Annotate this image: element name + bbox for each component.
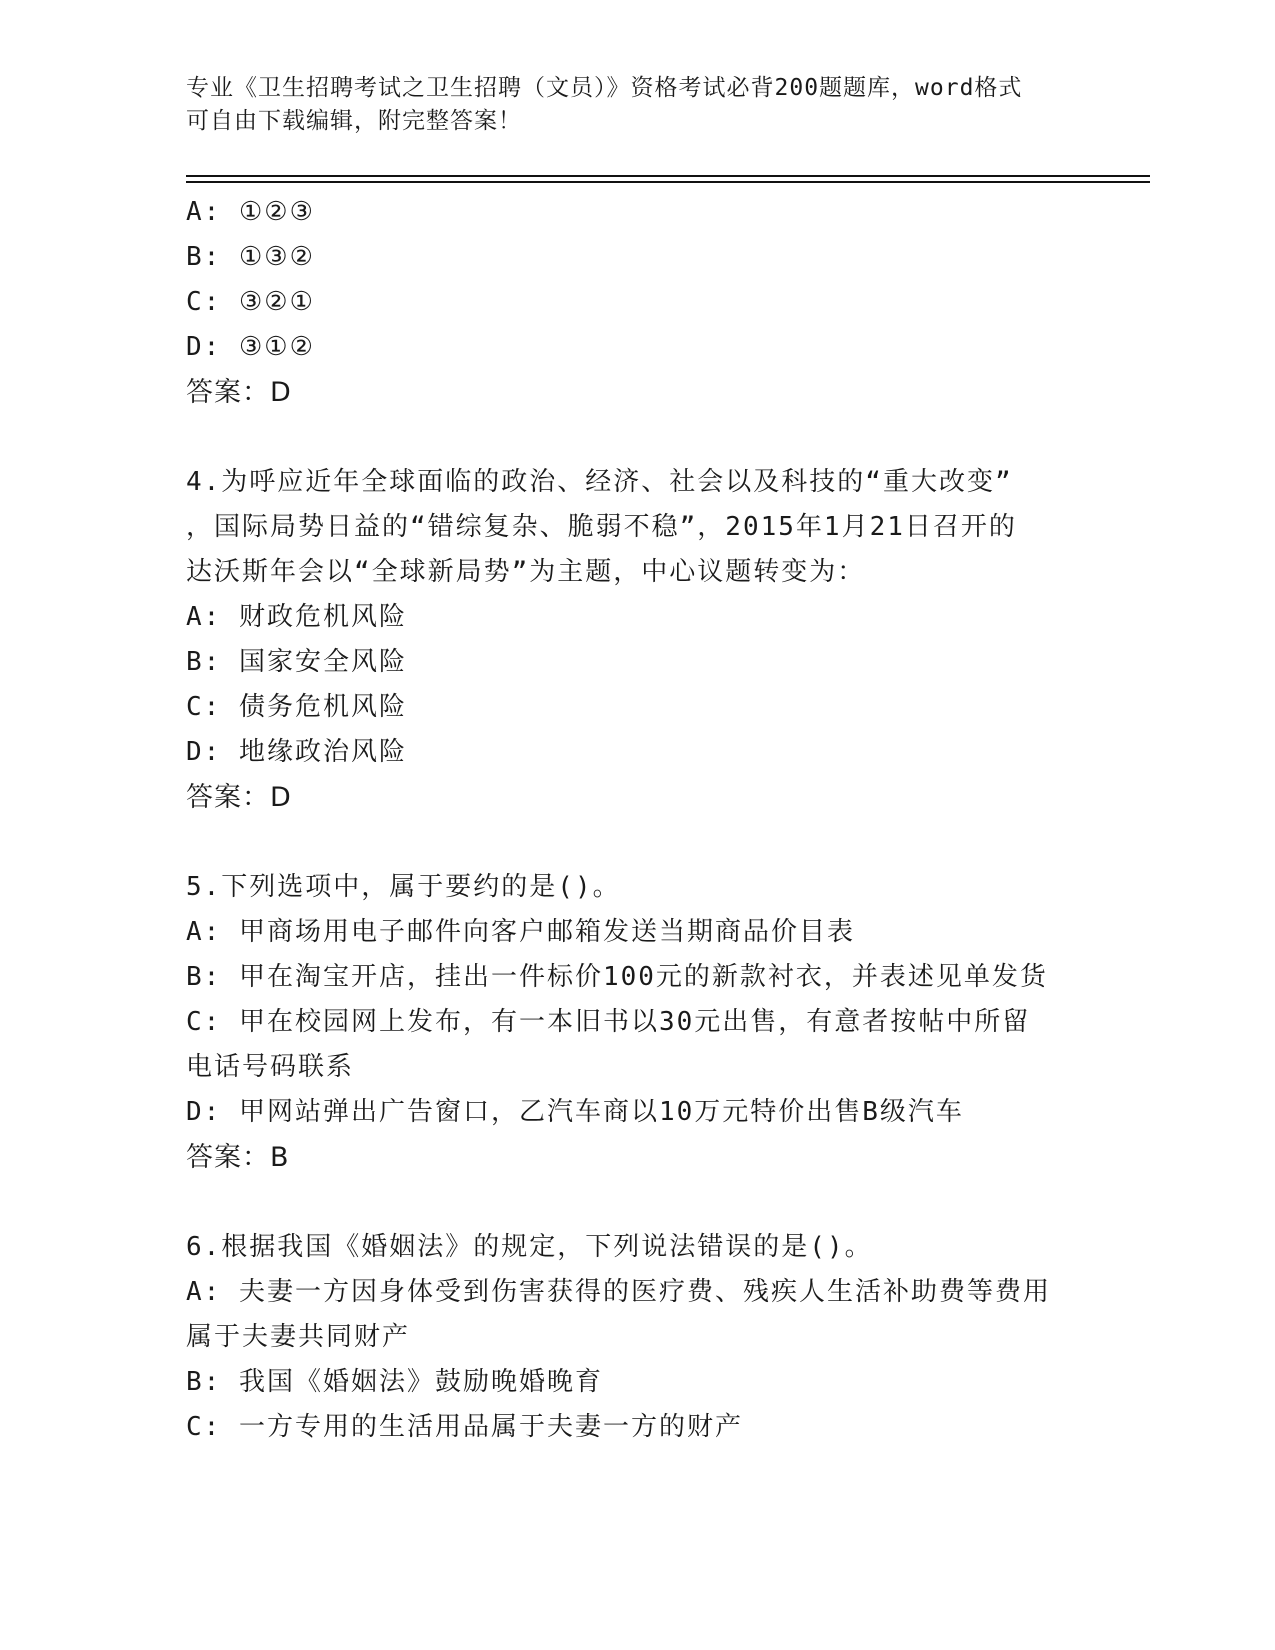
q6-stem: 6.根据我国《婚姻法》的规定，下列说法错误的是()。 [186,1232,873,1262]
q3-option-a: A: ①②③ [186,197,315,227]
q3-answer: 答案：D [186,377,292,408]
q6-option-a-line-1: A: 夫妻一方因身体受到伤害获得的医疗费、残疾人生活补助费等费用 [186,1277,1051,1307]
header-title-line-2: 可自由下载编辑，附完整答案！ [186,108,522,134]
q4-option-a: A: 财政危机风险 [186,602,407,632]
q5-option-a: A: 甲商场用电子邮件向客户邮箱发送当期商品价目表 [186,917,855,947]
q4-stem-line-1: 4.为呼应近年全球面临的政治、经济、社会以及科技的“重大改变” [186,467,1013,497]
question-4-block [186,460,1086,820]
question-5-block [186,865,1086,1180]
q4-stem-line-3: 达沃斯年会以“全球新局势”为主题，中心议题转变为： [186,557,866,587]
q4-stem-line-2: ，国际局势日益的“错综复杂、脆弱不稳”，2015年1月21日召开的 [186,512,1017,542]
header-rule-top [186,175,1150,177]
q5-option-d: D: 甲网站弹出广告窗口，乙汽车商以10万元特价出售B级汽车 [186,1097,964,1127]
q5-option-c-line-1: C: 甲在校园网上发布，有一本旧书以30元出售，有意者按帖中所留 [186,1007,1031,1037]
q5-option-b: B: 甲在淘宝开店，挂出一件标价100元的新款衬衣，并表述见单发货 [186,962,1048,992]
q4-option-b: B: 国家安全风险 [186,647,407,677]
q6-option-a-line-2: 属于夫妻共同财产 [186,1322,411,1352]
q5-option-c-line-2: 电话号码联系 [186,1052,355,1082]
document-header [186,72,1086,138]
q6-option-c: C: 一方专用的生活用品属于夫妻一方的财产 [186,1412,743,1442]
q4-option-c: C: 债务危机风险 [186,692,407,722]
q3-option-c: C: ③②① [186,287,315,317]
spacer [186,1180,1086,1225]
q4-option-d: D: 地缘政治风险 [186,737,407,767]
spacer [186,415,1086,460]
spacer [186,820,1086,865]
q5-answer: 答案：B [186,1142,290,1173]
q4-answer: 答案：D [186,782,292,813]
question-3-block [186,190,1086,415]
q6-option-b: B: 我国《婚姻法》鼓励晚婚晚育 [186,1367,603,1397]
question-6-block [186,1225,1086,1450]
q5-stem: 5.下列选项中，属于要约的是()。 [186,872,621,902]
header-rule-bottom [186,181,1150,183]
header-title-line-1: 专业《卫生招聘考试之卫生招聘（文员）》资格考试必背200题题库，word格式 [186,75,1023,101]
document-body [186,190,1086,1450]
q3-option-b: B: ①③② [186,242,315,272]
q3-option-d: D: ③①② [186,332,315,362]
